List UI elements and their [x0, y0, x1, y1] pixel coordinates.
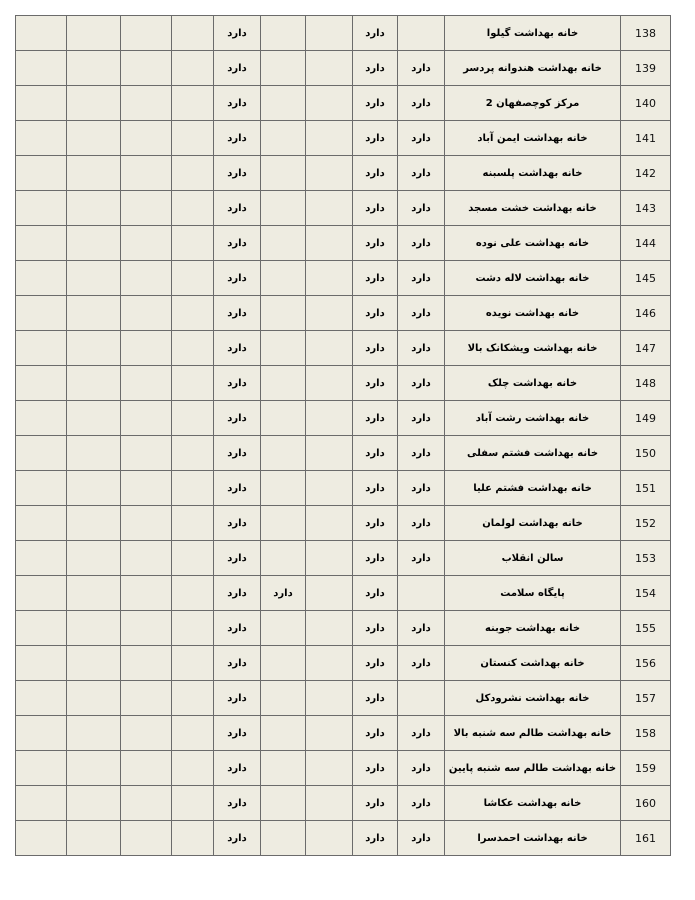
status-cell-c9	[16, 646, 67, 681]
status-cell-c4	[261, 751, 306, 786]
table-row	[16, 611, 671, 646]
status-cell-c4	[261, 786, 306, 821]
status-cell-c5: دارد	[214, 296, 261, 331]
facility-name-cell: خانه بهداشت رشت آباد	[445, 401, 621, 436]
status-cell-c4	[261, 471, 306, 506]
status-cell-c5: دارد	[214, 121, 261, 156]
status-cell-c2: دارد	[353, 541, 398, 576]
row-number-cell: 138	[621, 16, 671, 51]
status-cell-c6	[172, 51, 214, 86]
facility-name-cell: خانه بهداشت فشتم سفلی	[445, 436, 621, 471]
status-cell-c3	[306, 191, 353, 226]
table-row	[16, 541, 671, 576]
status-cell-c5: دارد	[214, 646, 261, 681]
facility-name-cell: خانه بهداشت لولمان	[445, 506, 621, 541]
status-cell-c7	[121, 261, 172, 296]
status-cell-c3	[306, 576, 353, 611]
row-number-cell: 149	[621, 401, 671, 436]
status-cell-c3	[306, 716, 353, 751]
status-cell-c7	[121, 16, 172, 51]
status-cell-c7	[121, 226, 172, 261]
status-cell-c8	[67, 611, 121, 646]
status-cell-c9	[16, 506, 67, 541]
status-cell-c4	[261, 191, 306, 226]
status-cell-c1: دارد	[398, 786, 445, 821]
status-cell-c1: دارد	[398, 121, 445, 156]
status-cell-c3	[306, 506, 353, 541]
status-cell-c3	[306, 786, 353, 821]
status-cell-c5: دارد	[214, 716, 261, 751]
status-cell-c3	[306, 681, 353, 716]
row-number-cell: 157	[621, 681, 671, 716]
table-row	[16, 821, 671, 856]
status-cell-c6	[172, 16, 214, 51]
status-cell-c8	[67, 681, 121, 716]
row-number-cell: 139	[621, 51, 671, 86]
status-cell-c9	[16, 261, 67, 296]
table-row	[16, 121, 671, 156]
status-cell-c1: دارد	[398, 226, 445, 261]
status-cell-c9	[16, 681, 67, 716]
facility-name-cell: خانه بهداشت هندوانه پردسر	[445, 51, 621, 86]
status-cell-c6	[172, 751, 214, 786]
status-cell-c3	[306, 226, 353, 261]
status-cell-c3	[306, 86, 353, 121]
status-cell-c8	[67, 121, 121, 156]
status-cell-c9	[16, 226, 67, 261]
status-cell-c6	[172, 716, 214, 751]
status-cell-c5: دارد	[214, 751, 261, 786]
status-cell-c9	[16, 751, 67, 786]
status-cell-c5: دارد	[214, 576, 261, 611]
status-cell-c1: دارد	[398, 471, 445, 506]
status-cell-c1: دارد	[398, 191, 445, 226]
status-cell-c5: دارد	[214, 191, 261, 226]
document-sheet	[15, 15, 670, 856]
status-cell-c9	[16, 541, 67, 576]
status-cell-c5: دارد	[214, 401, 261, 436]
status-cell-c1: دارد	[398, 541, 445, 576]
status-cell-c7	[121, 821, 172, 856]
status-cell-c8	[67, 51, 121, 86]
status-cell-c4	[261, 261, 306, 296]
facility-name-cell: خانه بهداشت ویشکانک بالا	[445, 331, 621, 366]
status-cell-c2: دارد	[353, 121, 398, 156]
row-number-cell: 153	[621, 541, 671, 576]
row-number-cell: 150	[621, 436, 671, 471]
table-row	[16, 156, 671, 191]
status-cell-c8	[67, 156, 121, 191]
status-cell-c7	[121, 611, 172, 646]
row-number-cell: 143	[621, 191, 671, 226]
facility-name-cell: خانه بهداشت احمدسرا	[445, 821, 621, 856]
status-cell-c1: دارد	[398, 436, 445, 471]
row-number-cell: 146	[621, 296, 671, 331]
status-cell-c6	[172, 366, 214, 401]
status-cell-c2: دارد	[353, 681, 398, 716]
status-cell-c4	[261, 401, 306, 436]
status-cell-c5: دارد	[214, 16, 261, 51]
row-number-cell: 161	[621, 821, 671, 856]
status-cell-c6	[172, 121, 214, 156]
status-cell-c5: دارد	[214, 226, 261, 261]
status-cell-c8	[67, 751, 121, 786]
status-cell-c7	[121, 366, 172, 401]
status-cell-c3	[306, 331, 353, 366]
status-cell-c7	[121, 681, 172, 716]
facility-name-cell: خانه بهداشت نشرودکل	[445, 681, 621, 716]
status-cell-c8	[67, 401, 121, 436]
status-cell-c3	[306, 156, 353, 191]
status-cell-c4	[261, 821, 306, 856]
facility-name-cell: خانه بهداشت چلک	[445, 366, 621, 401]
status-cell-c6	[172, 156, 214, 191]
status-cell-c2: دارد	[353, 51, 398, 86]
status-cell-c3	[306, 646, 353, 681]
status-cell-c2: دارد	[353, 436, 398, 471]
status-cell-c5: دارد	[214, 786, 261, 821]
row-number-cell: 141	[621, 121, 671, 156]
status-cell-c3	[306, 541, 353, 576]
facility-name-cell: خانه بهداشت ایمن آباد	[445, 121, 621, 156]
table-row	[16, 51, 671, 86]
status-cell-c7	[121, 436, 172, 471]
status-cell-c2: دارد	[353, 716, 398, 751]
row-number-cell: 151	[621, 471, 671, 506]
table-row	[16, 226, 671, 261]
status-cell-c3	[306, 261, 353, 296]
status-cell-c4	[261, 436, 306, 471]
status-cell-c9	[16, 576, 67, 611]
status-cell-c2: دارد	[353, 471, 398, 506]
status-cell-c7	[121, 646, 172, 681]
status-cell-c4	[261, 121, 306, 156]
status-cell-c6	[172, 681, 214, 716]
status-cell-c1: دارد	[398, 296, 445, 331]
status-cell-c4	[261, 681, 306, 716]
status-cell-c9	[16, 86, 67, 121]
table-row	[16, 436, 671, 471]
facility-name-cell: خانه بهداشت عکاشا	[445, 786, 621, 821]
status-cell-c2: دارد	[353, 611, 398, 646]
table-row	[16, 86, 671, 121]
status-cell-c6	[172, 541, 214, 576]
status-cell-c3	[306, 366, 353, 401]
status-cell-c5: دارد	[214, 366, 261, 401]
table-body	[16, 16, 671, 856]
status-cell-c7	[121, 786, 172, 821]
status-cell-c6	[172, 821, 214, 856]
facility-name-cell: خانه بهداشت فشتم علیا	[445, 471, 621, 506]
status-cell-c7	[121, 86, 172, 121]
status-cell-c5: دارد	[214, 506, 261, 541]
status-cell-c4	[261, 366, 306, 401]
status-cell-c1: دارد	[398, 51, 445, 86]
status-cell-c2: دارد	[353, 86, 398, 121]
status-cell-c8	[67, 226, 121, 261]
facility-name-cell: خانه بهداشت طالم سه شنبه بالا	[445, 716, 621, 751]
status-cell-c4	[261, 541, 306, 576]
status-cell-c5: دارد	[214, 681, 261, 716]
table-row	[16, 261, 671, 296]
status-cell-c1: دارد	[398, 366, 445, 401]
status-cell-c5: دارد	[214, 611, 261, 646]
status-cell-c8	[67, 646, 121, 681]
status-cell-c9	[16, 296, 67, 331]
status-cell-c7	[121, 471, 172, 506]
status-cell-c8	[67, 331, 121, 366]
status-cell-c8	[67, 821, 121, 856]
status-cell-c3	[306, 821, 353, 856]
status-cell-c7	[121, 51, 172, 86]
status-cell-c9	[16, 191, 67, 226]
status-cell-c8	[67, 16, 121, 51]
status-cell-c2: دارد	[353, 16, 398, 51]
status-cell-c8	[67, 541, 121, 576]
status-cell-c4: دارد	[261, 576, 306, 611]
status-cell-c9	[16, 611, 67, 646]
status-cell-c6	[172, 436, 214, 471]
status-cell-c4	[261, 716, 306, 751]
status-cell-c7	[121, 191, 172, 226]
status-cell-c3	[306, 401, 353, 436]
status-cell-c6	[172, 786, 214, 821]
status-cell-c1: دارد	[398, 821, 445, 856]
status-cell-c1	[398, 576, 445, 611]
status-cell-c8	[67, 261, 121, 296]
facility-name-cell: خانه بهداشت نویده	[445, 296, 621, 331]
row-number-cell: 145	[621, 261, 671, 296]
facility-name-cell: مرکز کوچصفهان 2	[445, 86, 621, 121]
status-cell-c5: دارد	[214, 86, 261, 121]
status-cell-c1: دارد	[398, 646, 445, 681]
status-cell-c6	[172, 401, 214, 436]
status-cell-c8	[67, 576, 121, 611]
status-cell-c8	[67, 191, 121, 226]
status-cell-c4	[261, 226, 306, 261]
status-cell-c9	[16, 156, 67, 191]
table-row	[16, 366, 671, 401]
status-cell-c7	[121, 751, 172, 786]
status-cell-c9	[16, 51, 67, 86]
status-cell-c9	[16, 786, 67, 821]
status-cell-c9	[16, 471, 67, 506]
status-cell-c1: دارد	[398, 751, 445, 786]
row-number-cell: 140	[621, 86, 671, 121]
status-cell-c6	[172, 296, 214, 331]
status-cell-c9	[16, 366, 67, 401]
status-cell-c1: دارد	[398, 716, 445, 751]
status-cell-c7	[121, 331, 172, 366]
status-cell-c1: دارد	[398, 611, 445, 646]
status-cell-c1	[398, 681, 445, 716]
status-cell-c7	[121, 541, 172, 576]
row-number-cell: 142	[621, 156, 671, 191]
status-cell-c6	[172, 646, 214, 681]
table-row	[16, 401, 671, 436]
status-cell-c1: دارد	[398, 86, 445, 121]
status-cell-c8	[67, 436, 121, 471]
status-cell-c1: دارد	[398, 506, 445, 541]
status-cell-c9	[16, 821, 67, 856]
status-cell-c2: دارد	[353, 646, 398, 681]
status-cell-c7	[121, 156, 172, 191]
table-row	[16, 786, 671, 821]
status-cell-c6	[172, 506, 214, 541]
row-number-cell: 156	[621, 646, 671, 681]
status-cell-c1: دارد	[398, 401, 445, 436]
row-number-cell: 155	[621, 611, 671, 646]
table-row	[16, 16, 671, 51]
facility-name-cell: خانه بهداشت کنستان	[445, 646, 621, 681]
status-cell-c3	[306, 51, 353, 86]
row-number-cell: 159	[621, 751, 671, 786]
status-cell-c6	[172, 331, 214, 366]
status-cell-c2: دارد	[353, 786, 398, 821]
table-row	[16, 191, 671, 226]
table-row	[16, 681, 671, 716]
row-number-cell: 148	[621, 366, 671, 401]
status-cell-c3	[306, 751, 353, 786]
status-cell-c1: دارد	[398, 261, 445, 296]
status-cell-c4	[261, 646, 306, 681]
status-cell-c2: دارد	[353, 261, 398, 296]
table-row	[16, 576, 671, 611]
facility-name-cell: خانه بهداشت گیلوا	[445, 16, 621, 51]
status-cell-c3	[306, 121, 353, 156]
status-cell-c8	[67, 716, 121, 751]
status-cell-c2: دارد	[353, 366, 398, 401]
status-cell-c2: دارد	[353, 226, 398, 261]
status-cell-c1	[398, 16, 445, 51]
facility-name-cell: خانه بهداشت طالم سه شنبه پایین	[445, 751, 621, 786]
facility-name-cell: سالن انقلاب	[445, 541, 621, 576]
status-cell-c2: دارد	[353, 821, 398, 856]
row-number-cell: 160	[621, 786, 671, 821]
status-cell-c2: دارد	[353, 156, 398, 191]
status-cell-c4	[261, 331, 306, 366]
status-cell-c9	[16, 401, 67, 436]
status-cell-c3	[306, 471, 353, 506]
status-cell-c2: دارد	[353, 751, 398, 786]
status-cell-c4	[261, 296, 306, 331]
row-number-cell: 144	[621, 226, 671, 261]
facilities-table	[15, 15, 671, 856]
status-cell-c3	[306, 16, 353, 51]
table-row	[16, 471, 671, 506]
facility-name-cell: خانه بهداشت پلسبنه	[445, 156, 621, 191]
status-cell-c5: دارد	[214, 261, 261, 296]
status-cell-c9	[16, 331, 67, 366]
facility-name-cell: خانه بهداشت لاله دشت	[445, 261, 621, 296]
status-cell-c1: دارد	[398, 156, 445, 191]
facility-name-cell: خانه بهداشت جوبنه	[445, 611, 621, 646]
table-row	[16, 646, 671, 681]
table-row	[16, 331, 671, 366]
table-row	[16, 716, 671, 751]
status-cell-c9	[16, 121, 67, 156]
status-cell-c4	[261, 506, 306, 541]
status-cell-c2: دارد	[353, 331, 398, 366]
status-cell-c8	[67, 366, 121, 401]
status-cell-c8	[67, 471, 121, 506]
row-number-cell: 147	[621, 331, 671, 366]
status-cell-c7	[121, 506, 172, 541]
status-cell-c6	[172, 611, 214, 646]
status-cell-c5: دارد	[214, 51, 261, 86]
status-cell-c2: دارد	[353, 576, 398, 611]
status-cell-c3	[306, 436, 353, 471]
status-cell-c9	[16, 436, 67, 471]
status-cell-c2: دارد	[353, 506, 398, 541]
status-cell-c3	[306, 611, 353, 646]
status-cell-c7	[121, 576, 172, 611]
status-cell-c1: دارد	[398, 331, 445, 366]
facility-name-cell: خانه بهداشت خشت مسجد	[445, 191, 621, 226]
status-cell-c7	[121, 121, 172, 156]
status-cell-c6	[172, 471, 214, 506]
row-number-cell: 154	[621, 576, 671, 611]
row-number-cell: 152	[621, 506, 671, 541]
status-cell-c8	[67, 786, 121, 821]
status-cell-c6	[172, 226, 214, 261]
status-cell-c4	[261, 156, 306, 191]
status-cell-c8	[67, 86, 121, 121]
status-cell-c4	[261, 51, 306, 86]
status-cell-c5: دارد	[214, 821, 261, 856]
status-cell-c9	[16, 16, 67, 51]
status-cell-c2: دارد	[353, 401, 398, 436]
status-cell-c9	[16, 716, 67, 751]
table-row	[16, 751, 671, 786]
status-cell-c8	[67, 296, 121, 331]
row-number-cell: 158	[621, 716, 671, 751]
status-cell-c2: دارد	[353, 191, 398, 226]
status-cell-c2: دارد	[353, 296, 398, 331]
status-cell-c5: دارد	[214, 471, 261, 506]
status-cell-c7	[121, 401, 172, 436]
status-cell-c5: دارد	[214, 541, 261, 576]
status-cell-c4	[261, 86, 306, 121]
status-cell-c6	[172, 576, 214, 611]
status-cell-c8	[67, 506, 121, 541]
status-cell-c7	[121, 296, 172, 331]
status-cell-c6	[172, 191, 214, 226]
status-cell-c5: دارد	[214, 331, 261, 366]
status-cell-c5: دارد	[214, 436, 261, 471]
status-cell-c6	[172, 261, 214, 296]
table-row	[16, 296, 671, 331]
status-cell-c7	[121, 716, 172, 751]
status-cell-c3	[306, 296, 353, 331]
facility-name-cell: پایگاه سلامت	[445, 576, 621, 611]
status-cell-c4	[261, 611, 306, 646]
table-row	[16, 506, 671, 541]
status-cell-c5: دارد	[214, 156, 261, 191]
status-cell-c6	[172, 86, 214, 121]
status-cell-c4	[261, 16, 306, 51]
facility-name-cell: خانه بهداشت علی نوده	[445, 226, 621, 261]
